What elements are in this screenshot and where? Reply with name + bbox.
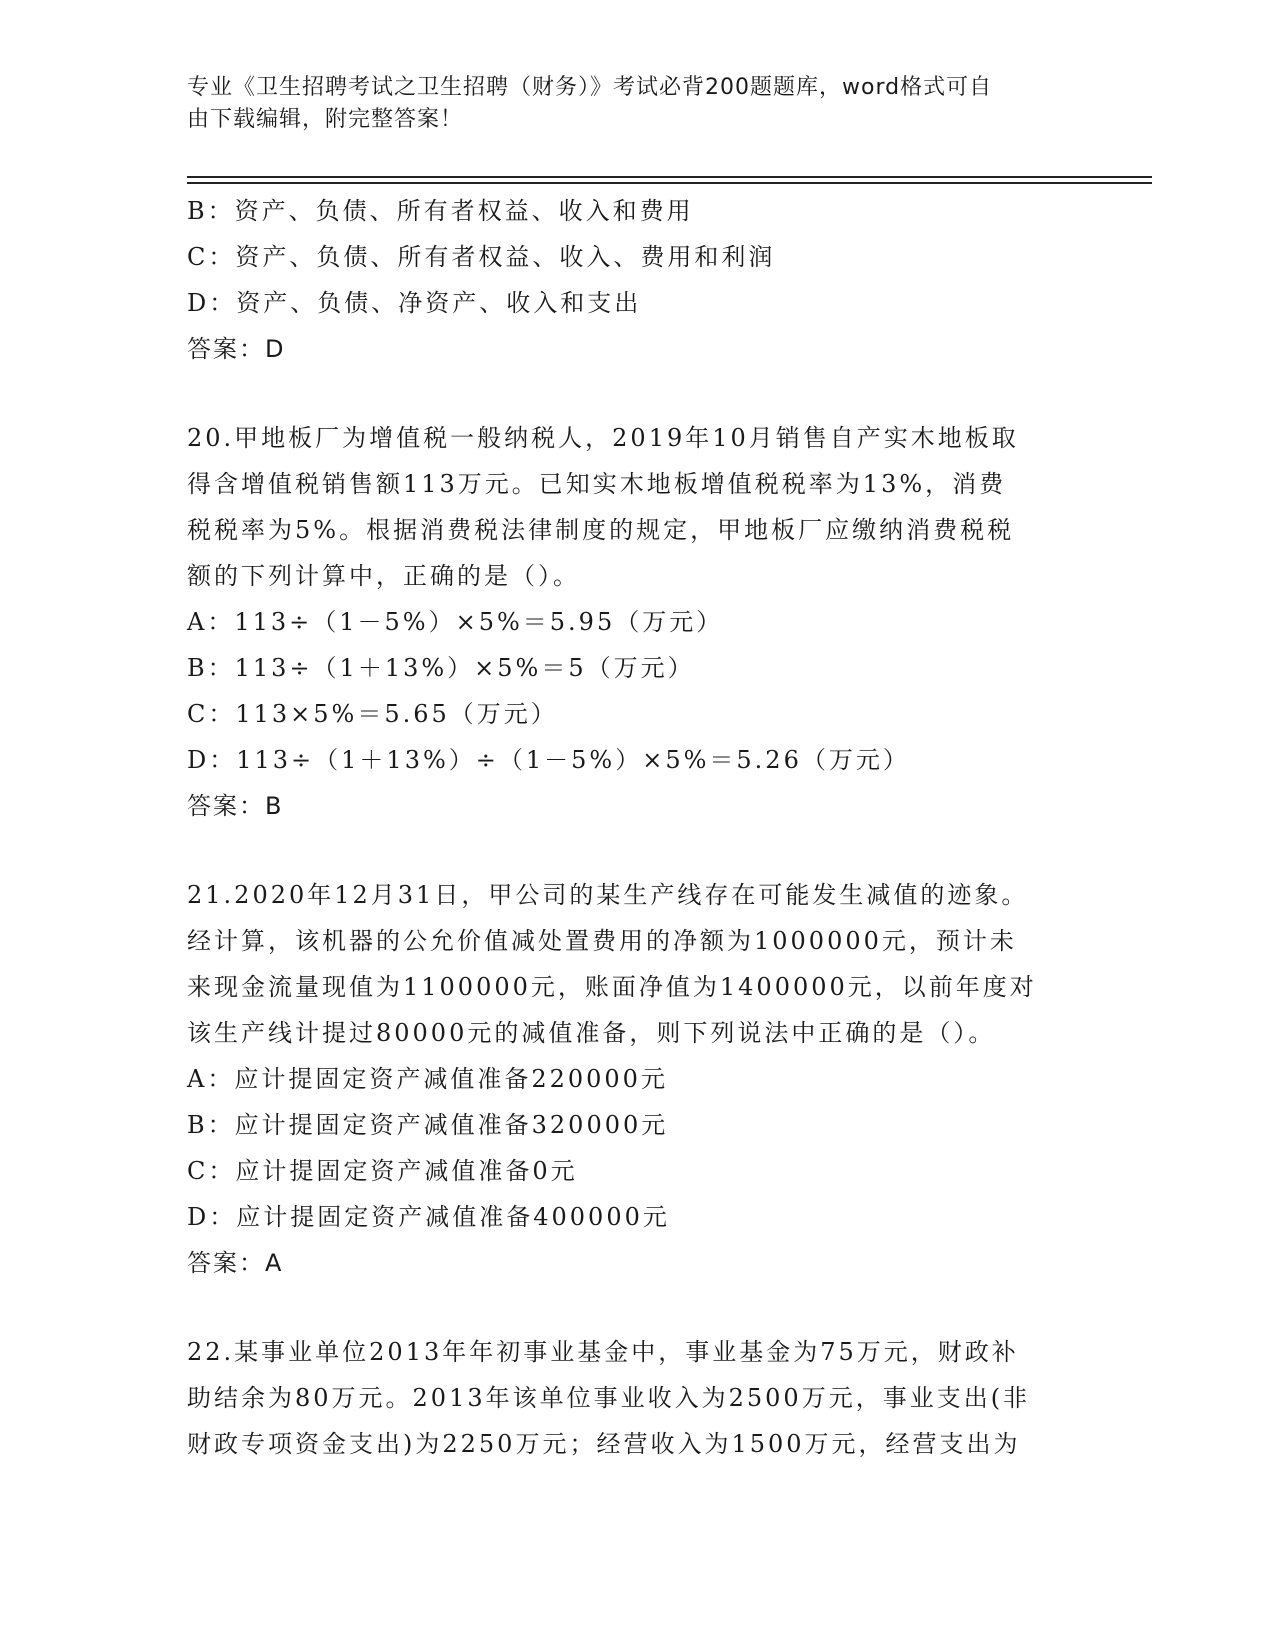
q19-answer: 答案：D bbox=[187, 335, 286, 363]
q21-stem-line: 经计算，该机器的公允价值减处置费用的净额为1000000元，预计未 bbox=[187, 927, 1017, 955]
q22-stem-line: 助结余为80万元。2013年该单位事业收入为2500万元，事业支出(非 bbox=[187, 1384, 1031, 1412]
q22-stem-line: 22.某事业单位2013年年初事业基金中，事业基金为75万元，财政补 bbox=[187, 1338, 1019, 1366]
q21-option-b: B：应计提固定资产减值准备320000元 bbox=[187, 1111, 669, 1139]
q20-stem-line: 20.甲地板厂为增值税一般纳税人，2019年10月销售自产实木地板取 bbox=[187, 424, 1019, 452]
q20-option-a: A：113÷（1－5%）×5%＝5.95（万元） bbox=[187, 608, 724, 636]
document-body bbox=[187, 188, 1087, 1467]
q19-option-d: D：资产、负债、净资产、收入和支出 bbox=[187, 289, 642, 317]
header-line-2: 由下载编辑，附完整答案！ bbox=[187, 107, 464, 132]
q20-stem-line: 税税率为5%。根据消费税法律制度的规定，甲地板厂应缴纳消费税税 bbox=[187, 516, 1015, 544]
q21-option-d: D：应计提固定资产减值准备400000元 bbox=[187, 1203, 670, 1231]
q21-stem-line: 21.2020年12月31日，甲公司的某生产线存在可能发生减值的迹象。 bbox=[187, 881, 1029, 909]
header-divider-bottom bbox=[187, 182, 1152, 184]
q20-option-d: D：113÷（1＋13%）÷（1－5%）×5%＝5.26（万元） bbox=[187, 746, 910, 774]
q20-option-c: C：113×5%＝5.65（万元） bbox=[187, 700, 558, 728]
q20-stem-line: 额的下列计算中，正确的是（）。 bbox=[187, 562, 580, 590]
spacer bbox=[187, 1286, 1087, 1329]
header-divider-top bbox=[187, 176, 1152, 178]
q21-stem-line: 该生产线计提过80000元的减值准备，则下列说法中正确的是（）。 bbox=[187, 1019, 996, 1047]
q21-answer: 答案：A bbox=[187, 1249, 284, 1277]
header-line-1: 专业《卫生招聘考试之卫生招聘（财务）》考试必背200题题库，word格式可自 bbox=[187, 75, 993, 100]
spacer bbox=[187, 829, 1087, 872]
q20-option-b: B：113÷（1＋13%）×5%＝5（万元） bbox=[187, 654, 695, 682]
q21-option-c: C：应计提固定资产减值准备0元 bbox=[187, 1157, 578, 1185]
question-21-block bbox=[187, 872, 1087, 1286]
q22-stem-line: 财政专项资金支出)为2250万元；经营收入为1500万元，经营支出为 bbox=[187, 1430, 1021, 1458]
q20-stem-line: 得含增值税销售额113万元。已知实木地板增值税税率为13%，消费 bbox=[187, 470, 1007, 498]
q21-stem-line: 来现金流量现值为1100000元，账面净值为1400000元，以前年度对 bbox=[187, 973, 1037, 1001]
q19-option-b: B：资产、负债、所有者权益、收入和费用 bbox=[187, 197, 694, 225]
q19-option-c: C：资产、负债、所有者权益、收入、费用和利润 bbox=[187, 243, 776, 271]
question-20-block bbox=[187, 415, 1087, 829]
q20-answer: 答案：B bbox=[187, 792, 284, 820]
spacer bbox=[187, 372, 1087, 415]
question-19-block bbox=[187, 188, 1087, 372]
document-header bbox=[187, 72, 1057, 136]
question-22-block bbox=[187, 1329, 1087, 1467]
q21-option-a: A：应计提固定资产减值准备220000元 bbox=[187, 1065, 668, 1093]
